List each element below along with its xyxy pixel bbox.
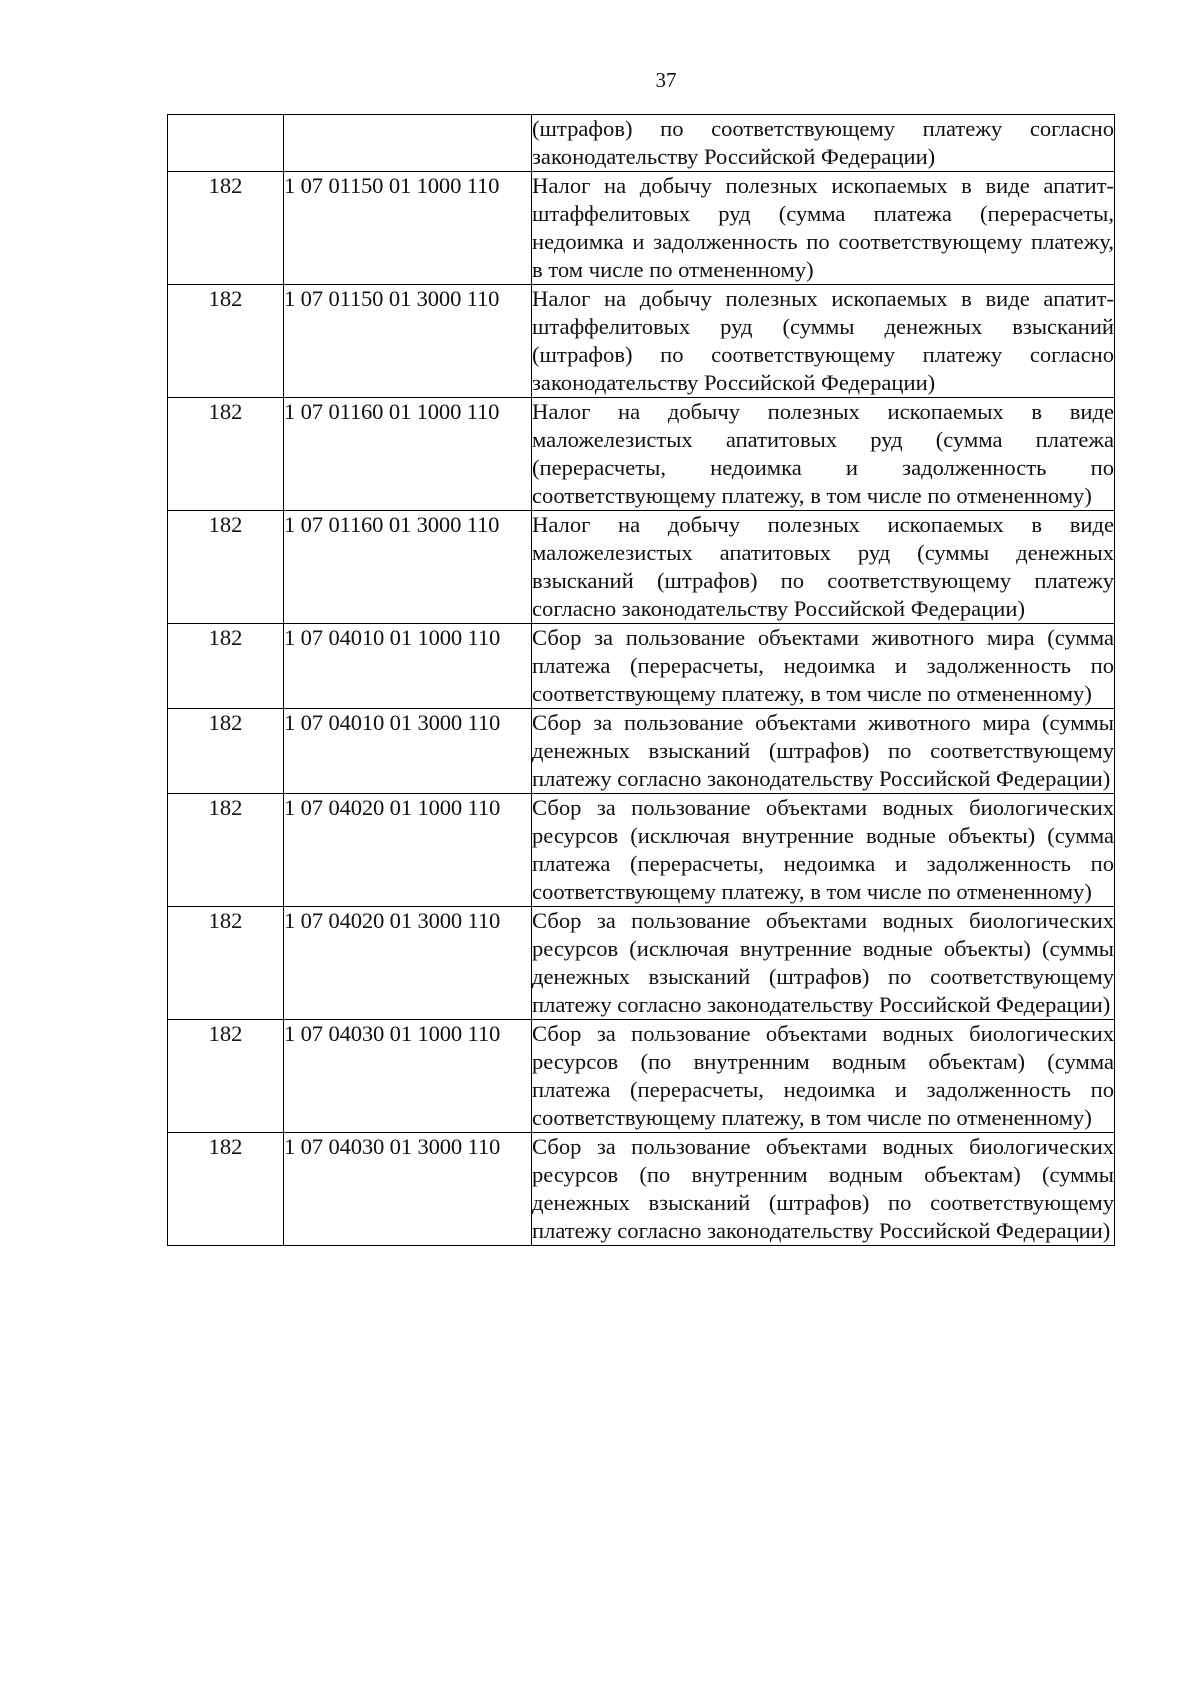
admin-code-cell: 182: [168, 907, 284, 1020]
budget-code-cell: 1 07 04010 01 3000 110: [284, 709, 532, 794]
table-row: [168, 709, 1115, 794]
income-name-cell: Налог на добычу полезных ископаемых в виде апатит-штаффелитовых руд (суммы денежных взысканий (штрафов) по соответствующему платежу согласно законодательству Российской Федерации): [532, 285, 1115, 398]
page-number: 37: [655, 68, 677, 92]
admin-code-cell: 182: [168, 1020, 284, 1133]
income-name-cell: Сбор за пользование объектами животного мира (сумма платежа (перерасчеты, недоимка и задолженность по соответствующему платежу, в том числе по отмененному): [532, 624, 1115, 709]
admin-code-cell: 182: [168, 398, 284, 511]
table-row: [168, 794, 1115, 907]
income-name-cell: Налог на добычу полезных ископаемых в виде маложелезистых апатитовых руд (сумма платежа (перерасчеты, недоимка и задолженность по соответствующему платежу, в том числе по отмененному): [532, 398, 1115, 511]
table-row: [168, 511, 1115, 624]
table-row: [168, 624, 1115, 709]
admin-code-cell: 182: [168, 624, 284, 709]
admin-code-cell: 182: [168, 1133, 284, 1246]
admin-code-cell: 182: [168, 709, 284, 794]
income-name-cell: Сбор за пользование объектами водных биологических ресурсов (по внутренним водным объектам) (суммы денежных взысканий (штрафов) по соответствующему платежу согласно законодательству Российской Федерации): [532, 1133, 1115, 1246]
budget-code-cell: 1 07 04020 01 1000 110: [284, 794, 532, 907]
budget-code-cell: 1 07 01160 01 1000 110: [284, 398, 532, 511]
table-row: [168, 115, 1115, 172]
budget-code-cell: 1 07 04020 01 3000 110: [284, 907, 532, 1020]
budget-classification-table: [167, 114, 1115, 1246]
budget-code-cell: 1 07 01150 01 3000 110: [284, 285, 532, 398]
income-name-cell: (штрафов) по соответствующему платежу согласно законодательству Российской Федерации): [532, 115, 1115, 172]
budget-code-cell: 1 07 04010 01 1000 110: [284, 624, 532, 709]
admin-code-cell: 182: [168, 511, 284, 624]
admin-code-cell: 182: [168, 285, 284, 398]
budget-code-cell: 1 07 04030 01 3000 110: [284, 1133, 532, 1246]
income-name-cell: Налог на добычу полезных ископаемых в виде маложелезистых апатитовых руд (суммы денежных взысканий (штрафов) по соответствующему платежу согласно законодательству Российской Федерации): [532, 511, 1115, 624]
budget-code-cell: 1 07 01160 01 3000 110: [284, 511, 532, 624]
table-row: [168, 907, 1115, 1020]
table-row: [168, 172, 1115, 285]
table-row: [168, 1020, 1115, 1133]
admin-code-cell: 182: [168, 172, 284, 285]
income-name-cell: Сбор за пользование объектами водных биологических ресурсов (исключая внутренние водные объекты) (сумма платежа (перерасчеты, недоимка и задолженность по соответствующему платежу, в том числе по отмененному): [532, 794, 1115, 907]
income-name-cell: Сбор за пользование объектами животного мира (суммы денежных взысканий (штрафов) по соответствующему платежу согласно законодательству Российской Федерации): [532, 709, 1115, 794]
table-row: [168, 285, 1115, 398]
admin-code-cell: [168, 115, 284, 172]
table-body: [168, 115, 1115, 1246]
table-row: [168, 398, 1115, 511]
income-name-cell: Сбор за пользование объектами водных биологических ресурсов (исключая внутренние водные объекты) (суммы денежных взысканий (штрафов) по соответствующему платежу согласно законодательству Российской Федерации): [532, 907, 1115, 1020]
income-name-cell: Сбор за пользование объектами водных биологических ресурсов (по внутренним водным объектам) (сумма платежа (перерасчеты, недоимка и задолженность по соответствующему платежу, в том числе по отмененному): [532, 1020, 1115, 1133]
table-row: [168, 1133, 1115, 1246]
income-name-cell: Налог на добычу полезных ископаемых в виде апатит-штаффелитовых руд (сумма платежа (перерасчеты, недоимка и задолженность по соответствующему платежу, в том числе по отмененному): [532, 172, 1115, 285]
budget-code-cell: 1 07 01150 01 1000 110: [284, 172, 532, 285]
budget-code-cell: [284, 115, 532, 172]
admin-code-cell: 182: [168, 794, 284, 907]
budget-code-cell: 1 07 04030 01 1000 110: [284, 1020, 532, 1133]
